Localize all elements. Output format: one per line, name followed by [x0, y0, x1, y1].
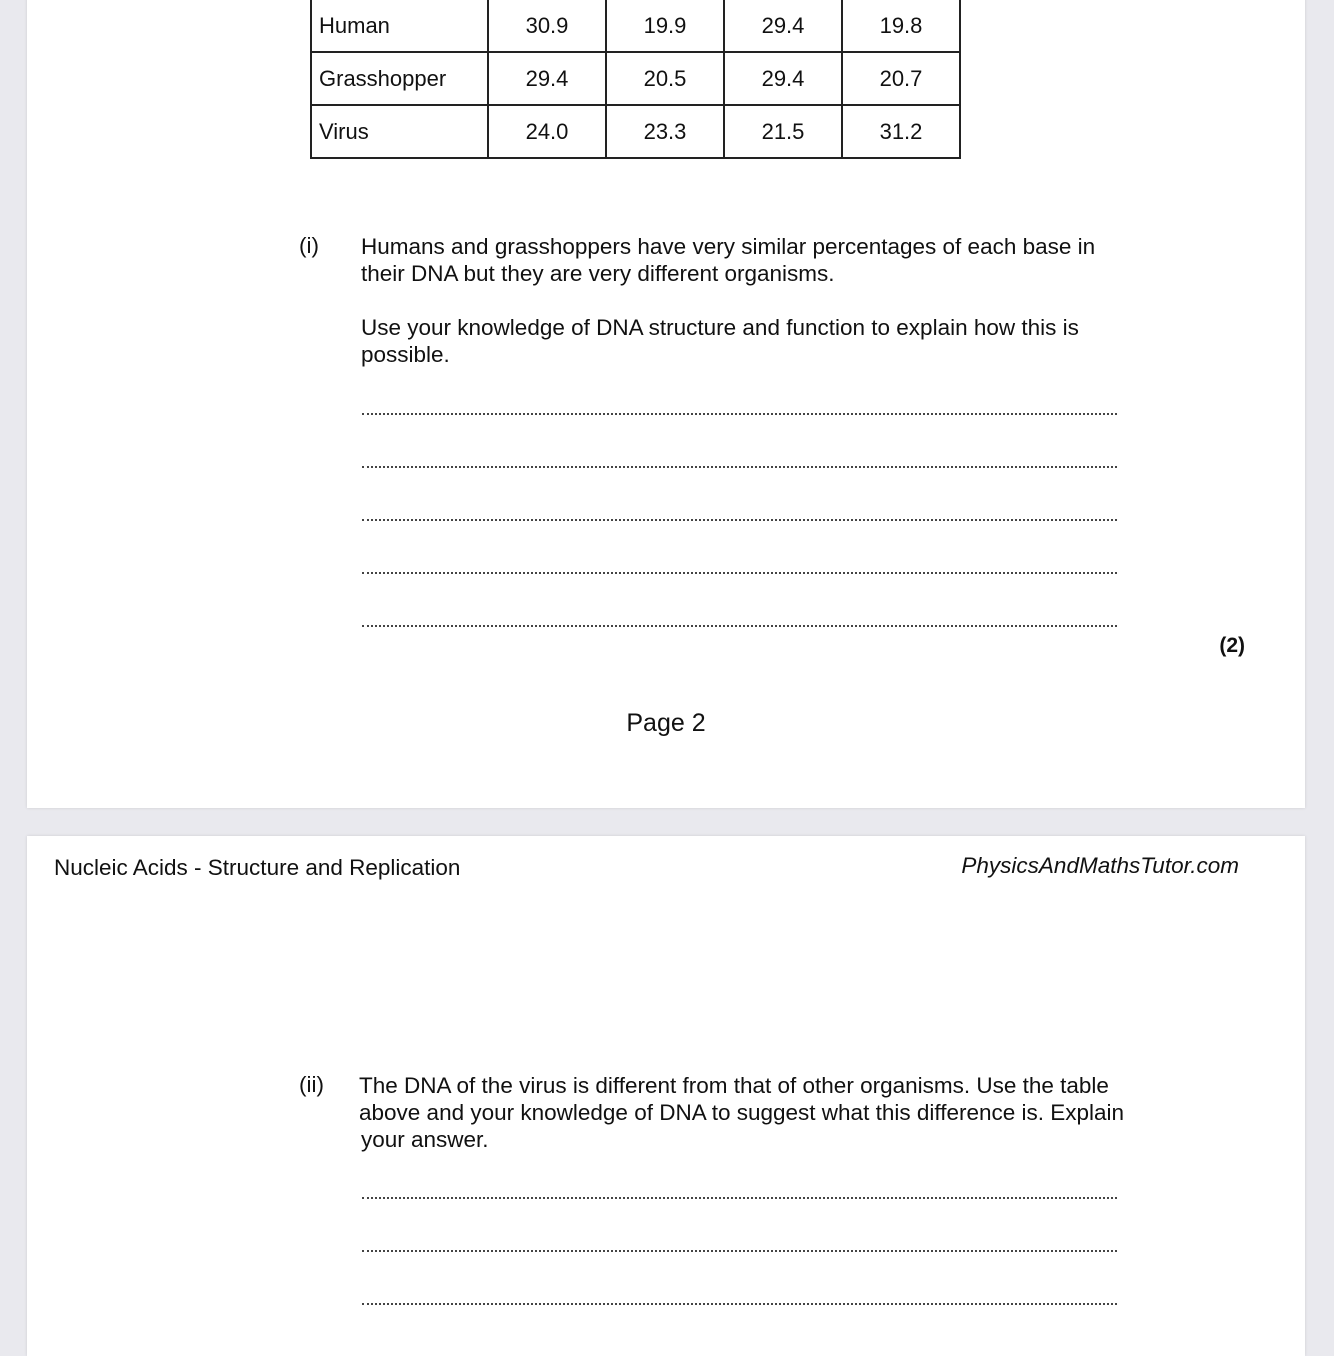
- question-instruction: [361, 314, 1079, 368]
- page-3: [27, 836, 1305, 1356]
- table-row: [311, 105, 960, 158]
- page-header-site: PhysicsAndMathsTutor.com: [961, 853, 1239, 878]
- answer-line[interactable]: [362, 519, 1117, 521]
- question-number: (ii): [299, 1072, 324, 1097]
- value-cell: 21.5: [724, 105, 842, 158]
- question-text-line: possible.: [361, 342, 450, 367]
- question-text: [361, 233, 1095, 287]
- question-text-line: above and your knowledge of DNA to suggest what this difference is. Explain: [359, 1100, 1125, 1125]
- answer-line[interactable]: [362, 572, 1117, 574]
- value-cell: 30.9: [488, 0, 606, 52]
- value-cell: 31.2: [842, 105, 960, 158]
- answer-line[interactable]: [362, 466, 1117, 468]
- page-header-title: Nucleic Acids - Structure and Replication: [54, 855, 461, 880]
- question-number: (i): [299, 233, 319, 258]
- answer-line[interactable]: [362, 413, 1117, 415]
- value-cell: 29.4: [724, 52, 842, 105]
- page-2: [27, 0, 1305, 808]
- answer-line[interactable]: [362, 625, 1117, 627]
- table-row: [311, 52, 960, 105]
- question-text: [359, 1072, 1124, 1153]
- answer-line[interactable]: [362, 1250, 1117, 1252]
- question-text-line: Use your knowledge of DNA structure and function to explain how this is: [361, 315, 1079, 340]
- question-text-line: your answer.: [361, 1127, 489, 1152]
- value-cell: 20.5: [606, 52, 724, 105]
- marks-label: (2): [1219, 634, 1245, 657]
- organism-cell: Grasshopper: [311, 52, 488, 105]
- value-cell: 20.7: [842, 52, 960, 105]
- base-percentage-table: [310, 0, 961, 159]
- question-text-line: The DNA of the virus is different from that of other organisms. Use the table: [359, 1073, 1109, 1098]
- table-row: [311, 0, 960, 52]
- organism-cell: Human: [311, 0, 488, 52]
- answer-line[interactable]: [362, 1303, 1117, 1305]
- value-cell: 24.0: [488, 105, 606, 158]
- organism-cell: Virus: [311, 105, 488, 158]
- value-cell: 29.4: [488, 52, 606, 105]
- value-cell: 23.3: [606, 105, 724, 158]
- answer-line[interactable]: [362, 1197, 1117, 1199]
- question-text-line: Humans and grasshoppers have very similar percentages of each base in: [361, 234, 1096, 259]
- value-cell: 19.9: [606, 0, 724, 52]
- value-cell: 19.8: [842, 0, 960, 52]
- page-number: Page 2: [626, 709, 706, 737]
- question-text-line: their DNA but they are very different organisms.: [361, 261, 835, 286]
- value-cell: 29.4: [724, 0, 842, 52]
